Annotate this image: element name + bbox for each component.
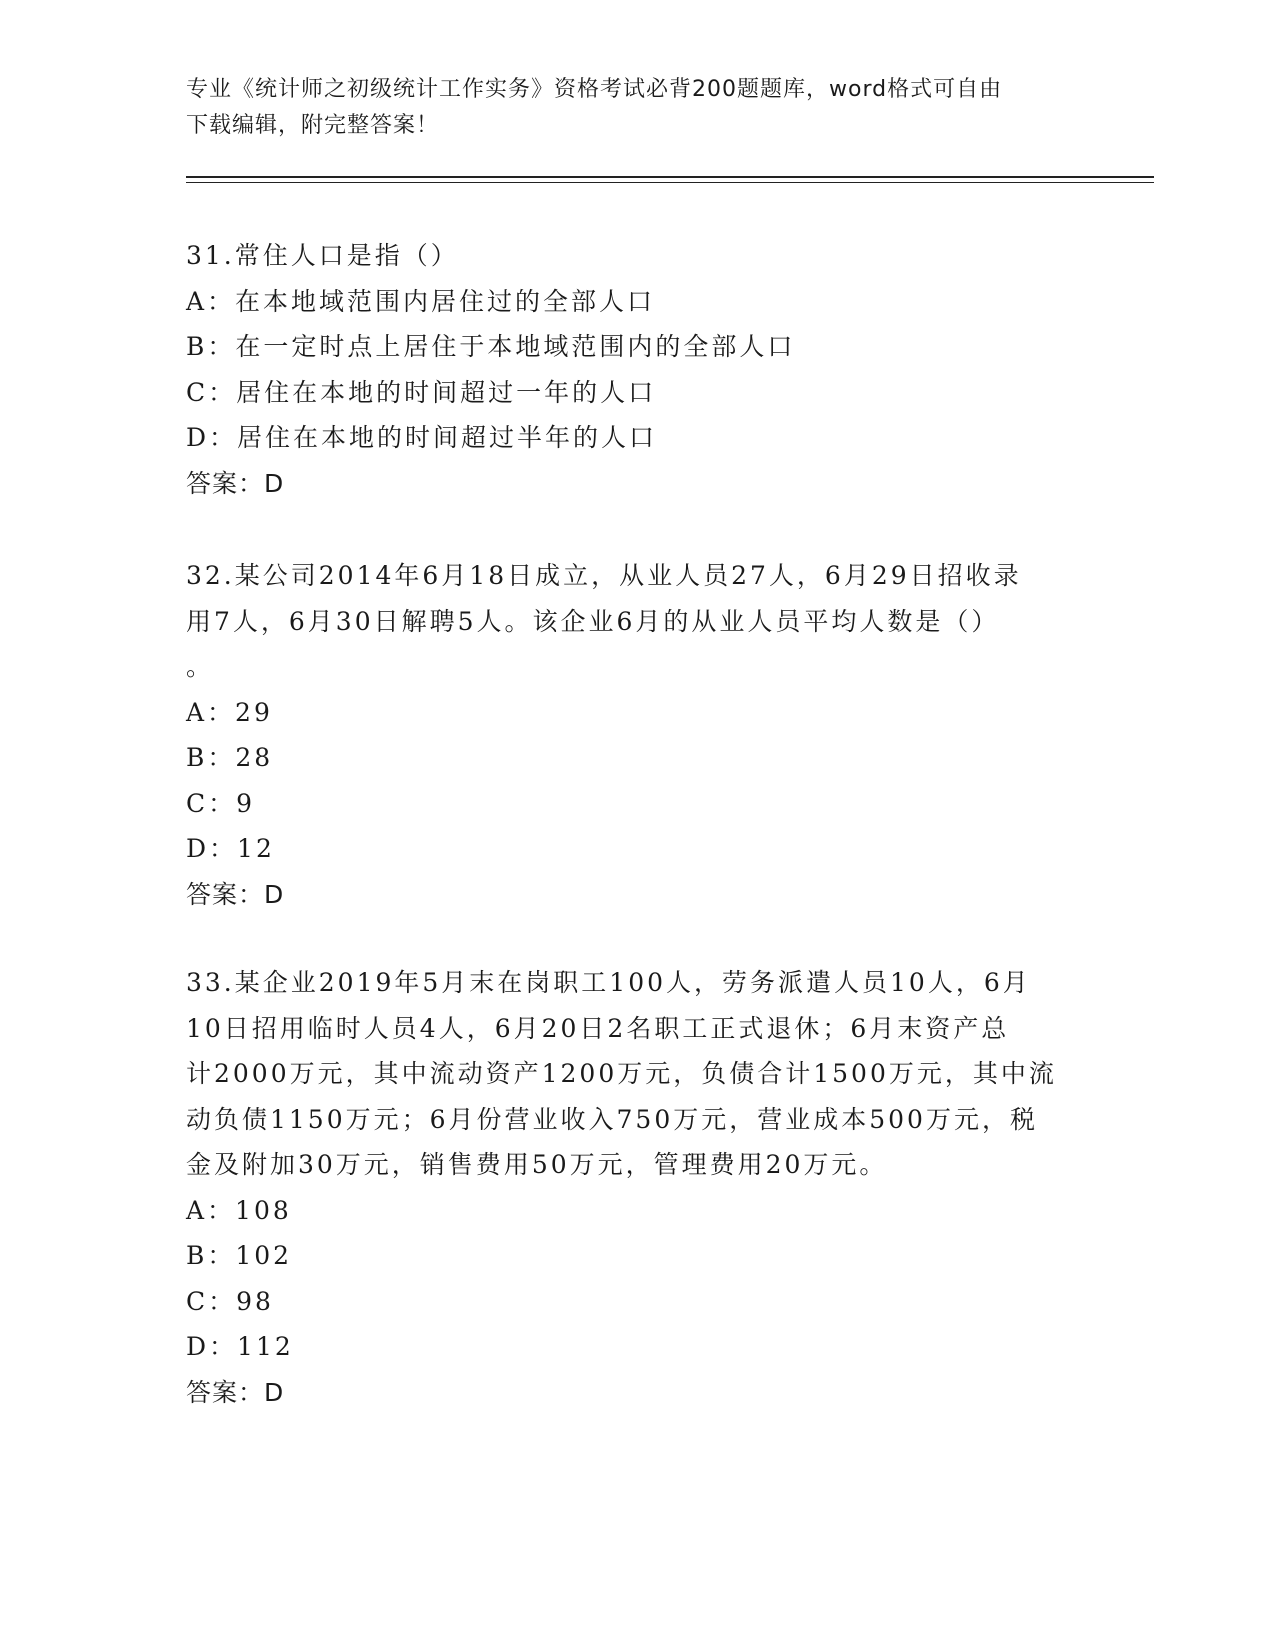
header-divider-thick [186,176,1154,178]
question-stem-line-5: 金及附加30万元，销售费用50万元，管理费用20万元。 [186,1150,888,1179]
option-d: D：112 [186,1332,294,1361]
question-stem: 31.常住人口是指（） [186,241,459,270]
option-d: D：居住在本地的时间超过半年的人口 [186,423,658,452]
option-b: B：28 [186,743,274,772]
option-c: C：98 [186,1286,274,1316]
question-32 [186,553,1086,917]
answer-line: 答案：D [186,879,285,909]
option-a: A：在本地域范围内居住过的全部人口 [186,286,656,316]
option-a: A：108 [186,1195,292,1225]
question-stem-line-3: 。 [186,652,215,681]
answer-line: 答案：D [186,468,285,498]
question-stem-line-1: 33.某企业2019年5月末在岗职工100人，劳务派遣人员10人，6月 [186,968,1031,997]
question-33 [186,960,1086,1415]
question-stem-line-1: 32.某公司2014年6月18日成立，从业人员27人，6月29日招收录 [186,561,1022,590]
option-b: B：在一定时点上居住于本地域范围内的全部人口 [186,332,796,361]
option-c: C：居住在本地的时间超过一年的人口 [186,377,657,407]
question-stem-line-4: 动负债1150万元；6月份营业收入750万元，营业成本500万元，税 [186,1104,1038,1134]
option-d: D：12 [186,834,275,863]
header-line-2: 下载编辑，附完整答案！ [186,113,440,138]
question-stem-line-2: 10日招用临时人员4人，6月20日2名职工正式退休；6月末资产总 [186,1013,1010,1043]
header-line-1: 专业《统计师之初级统计工作实务》资格考试必背200题题库，word格式可自由 [186,77,1003,102]
question-stem-line-3: 计2000万元，其中流动资产1200万元，负债合计1500万元，其中流 [186,1059,1057,1088]
option-b: B：102 [186,1241,293,1270]
option-a: A：29 [186,697,273,727]
answer-line: 答案：D [186,1377,285,1407]
option-c: C：9 [186,788,256,818]
question-stem-line-2: 用7人，6月30日解聘5人。该企业6月的从业人员平均人数是（） [186,606,1000,636]
header-divider-thin [186,182,1154,183]
document-header [186,72,1066,144]
question-31 [186,233,1086,506]
